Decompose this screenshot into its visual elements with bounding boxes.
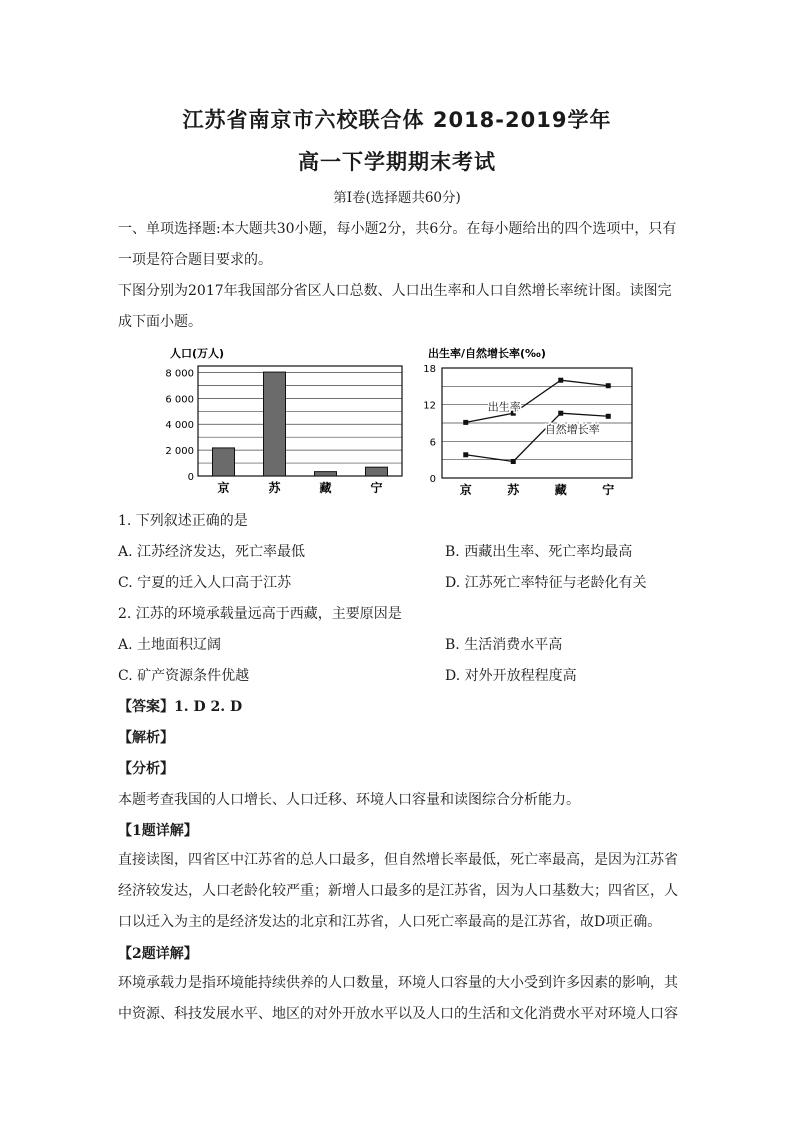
series-label: 自然增长率 (544, 423, 600, 437)
series-point (606, 414, 611, 419)
bar-category-label: 京 (217, 481, 230, 495)
bar-category-label: 藏 (319, 481, 332, 495)
q2-stem: 2. 江苏的环境承载量远高于西藏，主要原因是 (118, 606, 402, 622)
answer-line: 【答案】1. D 2. D (118, 699, 243, 715)
q1-option-d[interactable]: D. 江苏死亡率特征与老龄化有关 (445, 575, 647, 591)
line-category-label: 苏 (507, 483, 520, 497)
line-category-label: 藏 (554, 483, 567, 497)
bar-ytick-label: 6 000 (165, 394, 194, 406)
q2-option-d[interactable]: D. 对外开放程程度高 (445, 668, 577, 684)
bar-category-label: 苏 (268, 481, 281, 495)
q2-option-a[interactable]: A. 土地面积辽阔 (118, 637, 222, 653)
q1-option-b[interactable]: B. 西藏出生率、死亡率均最高 (445, 544, 633, 560)
bar-ytick-label: 0 (187, 472, 194, 483)
line-category-label: 京 (459, 483, 472, 497)
bar-chart-ylabel: 人口(万人) (170, 347, 225, 360)
series-point (463, 452, 468, 457)
series-point (558, 411, 563, 416)
series-point (511, 459, 516, 464)
bar-ytick-label: 4 000 (165, 420, 194, 432)
q1-option-a[interactable]: A. 江苏经济发达，死亡率最低 (118, 544, 306, 560)
line-ytick-label: 12 (423, 400, 436, 412)
q2-option-b[interactable]: B. 生活消费水平高 (445, 637, 563, 653)
line-ytick-label: 6 (429, 437, 436, 449)
bar-ytick-label: 2 000 (165, 446, 194, 458)
line-ytick-label: 18 (423, 364, 436, 375)
series-label: 出生率 (487, 400, 521, 414)
q2-option-c[interactable]: C. 矿产资源条件优越 (118, 668, 250, 684)
q2-detail-text: 环境承载力是指环境能持续供养的人口数量，环境人口容量的大小受到许多因素的影响，其中资源、科技发展水平、地区的对外开放水平以及人口的生活和文化消费水平对环境人口容 (118, 975, 678, 1022)
exam-title-line2: 高一下学期期末考试 (298, 150, 496, 174)
population-bar-chart (165, 347, 402, 495)
population-bar (264, 372, 286, 476)
q2-detail-heading: 【2题详解】 (118, 946, 198, 962)
birth-growth-line-chart (423, 346, 632, 497)
line-ytick-label: 0 (429, 474, 436, 485)
series-line-1 (466, 413, 609, 461)
exam-title-line1: 江苏省南京市六校联合体 2018-2019学年 (182, 108, 612, 132)
intro-text: 下图分别为2017年我国部分省区人口总数、人口出生率和人口自然增长率统计图。读图完成下面小题。 (118, 283, 672, 330)
q1-detail-text: 直接读图，四省区中江苏省的总人口最多，但自然增长率最低，死亡率最高，是因为江苏省经济较发达，人口老龄化较严重；新增人口最多的是江苏省，因为人口基数大；四省区，人口以迁入为主的是经济发达的北京和江苏省，人口死亡率最高的是江苏省，故D项正确。 (118, 852, 678, 930)
fenxi-heading: 【分析】 (118, 761, 174, 777)
population-bar (315, 472, 337, 476)
population-bar (366, 467, 388, 476)
section-title: 第I卷(选择题共60分) (333, 190, 461, 206)
q1-option-c[interactable]: C. 宁夏的迁入人口高于江苏 (118, 575, 292, 591)
line-category-label: 宁 (602, 483, 615, 497)
bar-category-label: 宁 (370, 481, 383, 495)
population-charts (150, 340, 650, 500)
population-bar (213, 448, 235, 476)
q1-stem: 1. 下列叙述正确的是 (118, 513, 248, 529)
analysis-heading: 【解析】 (118, 730, 174, 746)
line-chart-ylabel: 出生率/自然增长率(‰) (428, 347, 546, 360)
q1-detail-heading: 【1题详解】 (118, 823, 198, 839)
fenxi-text: 本题考查我国的人口增长、人口迁移、环境人口容量和读图综合分析能力。 (118, 792, 580, 808)
instructions: 一、单项选择题:本大题共30小题，每小题2分，共6分。在每小题给出的四个选项中，只有一项是符合题目要求的。 (118, 221, 677, 268)
series-point (606, 383, 611, 388)
series-point (463, 420, 468, 425)
series-point (558, 378, 563, 383)
bar-ytick-label: 8 000 (165, 368, 194, 380)
